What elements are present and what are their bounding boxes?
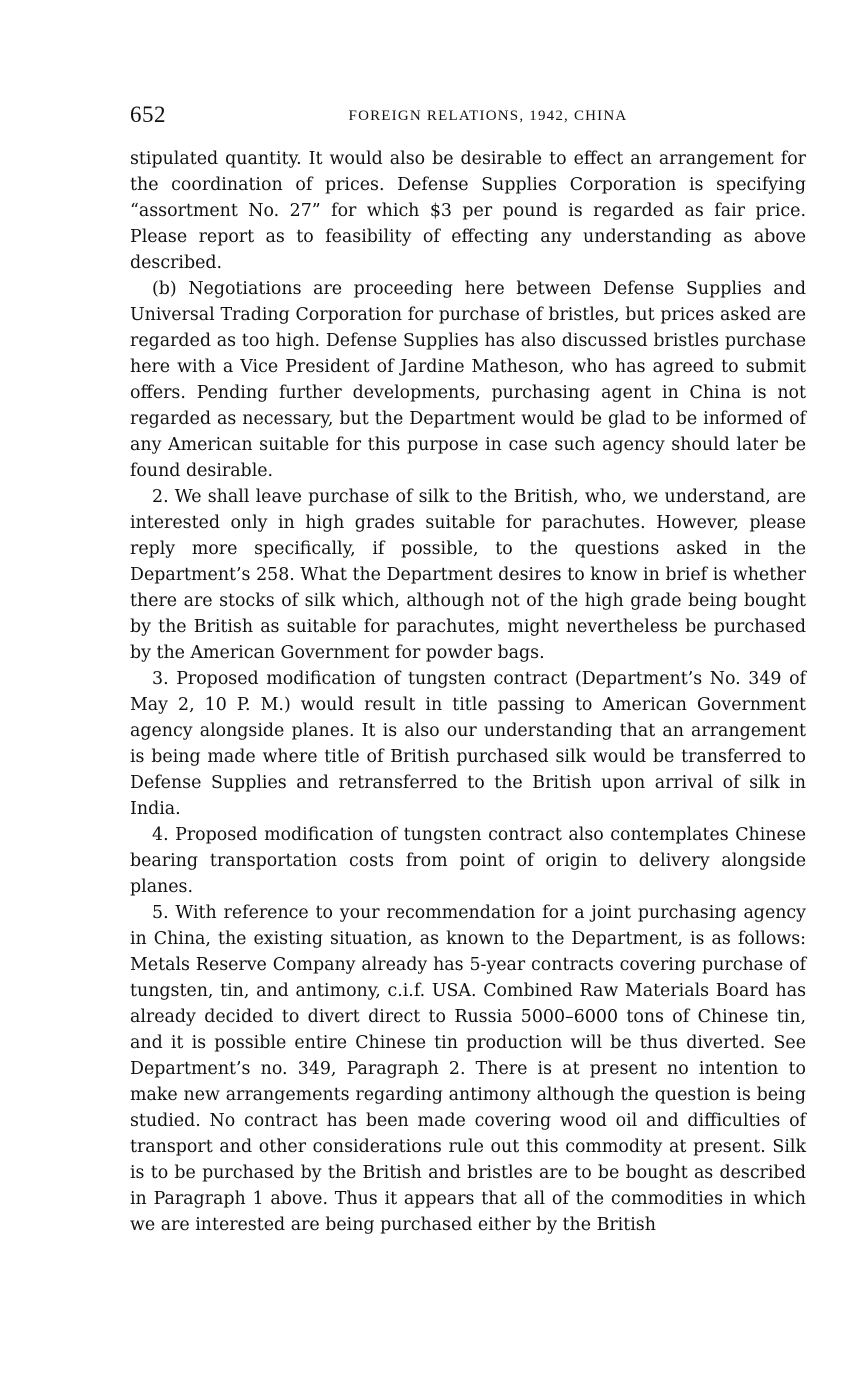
paragraph-2-silk: 2. We shall leave purchase of silk to the British, who, we understand, are interested only in high grades suitable for parachutes. However, please reply more specifically, if possible, to the questions asked in the Department’s 258. What the Department desires to know in brief is whether there are stocks of silk which, although not of the high grade being bought by the British as suitable for parachutes, might nevertheless be purchased by the American Government for powder bags. <box>130 487 806 663</box>
document-page <box>130 100 806 1238</box>
page-number: 652 <box>130 102 166 127</box>
paragraph-continuation: stipulated quantity. It would also be desirable to effect an arrangement for the coordination of prices. Defense Supplies Corporation is specifying “assortment No. 27” for which $3 per pound is regarded as fair price. Please report as to feasibility of effecting any understanding as above described. <box>130 149 806 273</box>
running-header-title: FOREIGN RELATIONS, 1942, CHINA <box>348 108 628 124</box>
document-body <box>130 146 806 1238</box>
paragraph-5-joint-purchasing: 5. With reference to your recommendation for a joint purchasing agency in China, the existing situation, as known to the Department, is as follows: Metals Reserve Company already has 5-year contracts covering purchase of tungsten, tin, and antimony, c.i.f. USA. Combined Raw Materials Board has already decided to divert direct to Russia 5000–6000 tons of Chinese tin, and it is possible entire Chinese tin production will be thus diverted. See Department’s no. 349, Paragraph 2. There is at present no intention to make new arrangements regarding antimony although the question is being studied. No contract has been made covering wood oil and difficulties of transport and other considerations rule out this commodity at present. Silk is to be purchased by the British and bristles are to be bought as described in Paragraph 1 above. Thus it appears that all of the commodities in which we are interested are being purchased either by the British <box>130 903 806 1235</box>
paragraph-3-tungsten-title: 3. Proposed modification of tungsten contract (Department’s No. 349 of May 2, 10 P. M.) would result in title passing to American Government agency alongside planes. It is also our understanding that an arrangement is being made where title of British purchased silk would be transferred to Defense Supplies and retransferred to the British upon arrival of silk in India. <box>130 669 806 819</box>
paragraph-b-bristles: (b) Negotiations are proceeding here between Defense Supplies and Universal Trading Corporation for purchase of bristles, but prices asked are regarded as too high. Defense Supplies has also discussed bristles purchase here with a Vice President of Jardine Matheson, who has agreed to submit offers. Pending further developments, purchasing agent in China is not regarded as necessary, but the Department would be glad to be informed of any American suitable for this purpose in case such agency should later be found desirable. <box>130 279 806 481</box>
paragraph-4-transport-costs: 4. Proposed modification of tungsten contract also contemplates Chinese bearing transportation costs from point of origin to delivery alongside planes. <box>130 825 806 897</box>
running-header <box>130 100 806 132</box>
